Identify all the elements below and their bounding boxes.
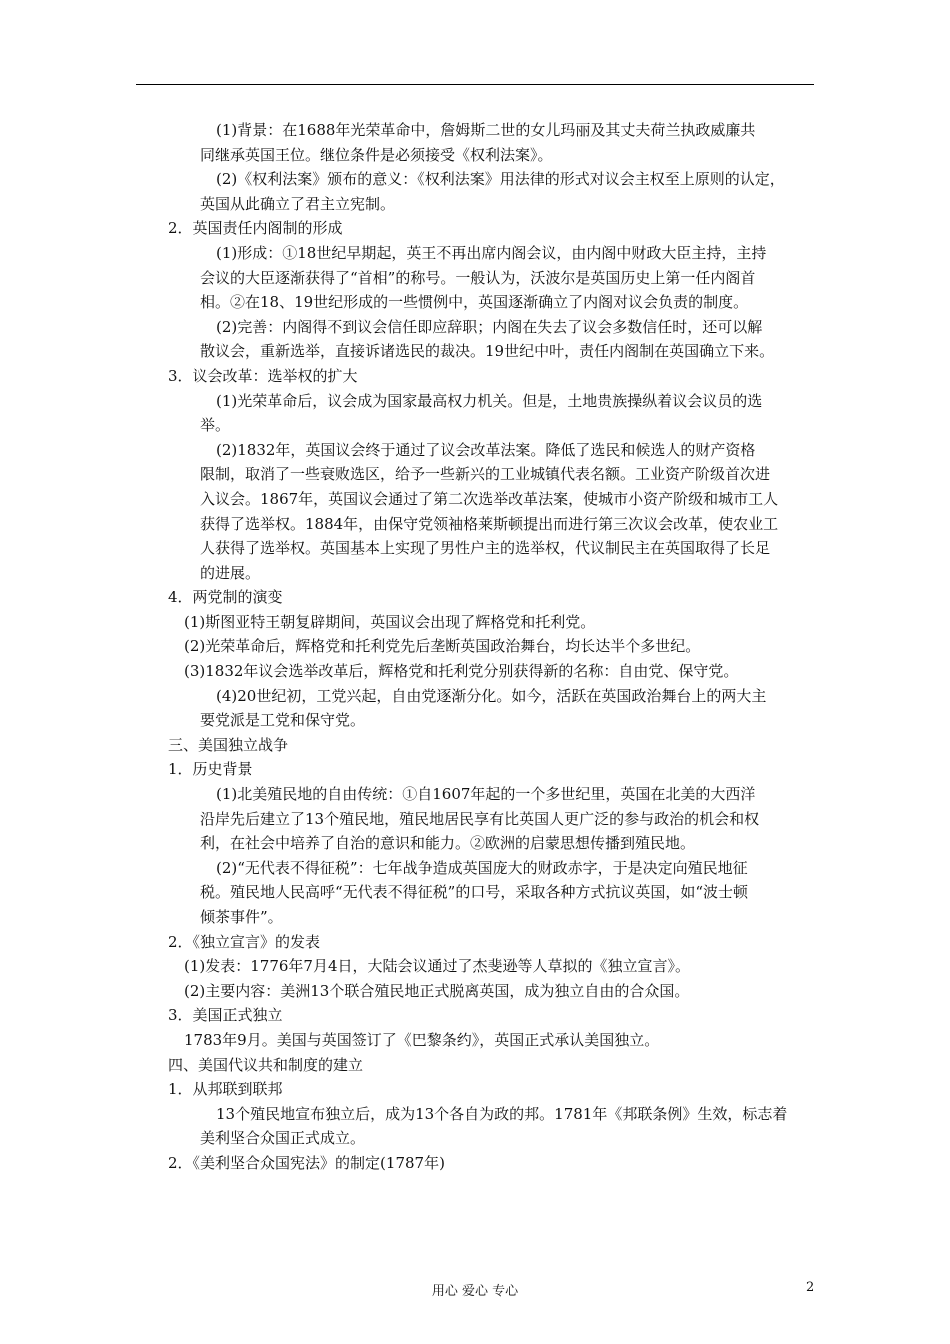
- text-line: 限制，取消了一些衰败选区，给予一些新兴的工业城镇代表名额。工业资产阶级首次进: [200, 465, 771, 484]
- text-line: 税。殖民地人民高呼“无代表不得征税”的口号，采取各种方式抗议英国，如“波士顿: [200, 883, 749, 902]
- text-line: 的进展。: [200, 563, 261, 582]
- text-line: (4)20世纪初，工党兴起，自由党逐渐分化。如今，活跃在英国政治舞台上的两大主: [216, 686, 767, 705]
- page-number: 2: [806, 1280, 815, 1295]
- text-line: 三、美国独立战争: [168, 735, 289, 754]
- text-line: (1)光荣革命后，议会成为国家最高权力机关。但是，土地贵族操纵着议会议员的选: [216, 391, 763, 410]
- text-line: 沿岸先后建立了13个殖民地，殖民地居民享有比英国人更广泛的参与政治的机会和权: [200, 809, 760, 828]
- text-line: 2．英国责任内阁制的形成: [168, 219, 343, 238]
- text-line: 1．从邦联到联邦: [168, 1080, 283, 1099]
- text-line: 相。②在18、19世纪形成的一些惯例中，英国逐渐确立了内阁对议会负责的制度。: [200, 293, 749, 312]
- text-line: 会议的大臣逐渐获得了“首相”的称号。一般认为，沃波尔是英国历史上第一任内阁首: [200, 268, 756, 287]
- text-line: 3．美国正式独立: [168, 1006, 283, 1025]
- text-line: (2)主要内容：美洲13个联合殖民地正式脱离英国，成为独立自由的合众国。: [184, 981, 690, 1000]
- text-line: 散议会，重新选举，直接诉诸选民的裁决。19世纪中叶，责任内阁制在英国确立下来。: [200, 342, 775, 361]
- text-line: 获得了选举权。1884年，由保守党领袖格莱斯顿提出而进行第三次议会改革，使农业工: [200, 514, 779, 533]
- text-line: (1)斯图亚特王朝复辟期间，英国议会出现了辉格党和托利党。: [184, 612, 596, 631]
- text-line: 2．《美利坚合众国宪法》的制定(1787年): [168, 1153, 445, 1172]
- text-line: 4．两党制的演变: [168, 588, 283, 607]
- text-line: 利，在社会中培养了自治的意识和能力。②欧洲的启蒙思想传播到殖民地。: [200, 834, 696, 853]
- document-body: [168, 118, 820, 1176]
- text-line: 四、美国代议共和制度的建立: [168, 1055, 364, 1074]
- footer-motto: 用心 爱心 专心: [431, 1284, 519, 1299]
- text-line: (3)1832年议会选举改革后，辉格党和托利党分别获得新的名称：自由党、保守党。: [184, 662, 739, 681]
- text-line: (2)《权利法案》颁布的意义：《权利法案》用法律的形式对议会主权至上原则的认定，: [216, 170, 785, 189]
- text-line: (2)1832年，英国议会终于通过了议会改革法案。降低了选民和候选人的财产资格: [216, 440, 756, 459]
- text-line: 入议会。1867年，英国议会通过了第二次选举改革法案，使城市小资产阶级和城市工人: [200, 489, 779, 508]
- text-line: 3．议会改革：选举权的扩大: [168, 366, 358, 385]
- text-line: (1)北美殖民地的自由传统：①自1607年起的一个多世纪里，英国在北美的大西洋: [216, 785, 756, 804]
- text-line: 人获得了选举权。英国基本上实现了男性户主的选举权，代议制民主在英国取得了长足: [200, 539, 771, 558]
- text-line: (2)“无代表不得征税”：七年战争造成英国庞大的财政赤字，于是决定向殖民地征: [216, 858, 748, 877]
- text-line: (2)完善：内阁得不到议会信任即应辞职；内阁在失去了议会多数信任时，还可以解: [216, 317, 763, 336]
- text-line: 要党派是工党和保守党。: [200, 711, 366, 730]
- text-line: 2．《独立宣言》的发表: [168, 932, 321, 951]
- text-line: 1783年9月。美国与英国签订了《巴黎条约》，英国正式承认美国独立。: [184, 1030, 660, 1049]
- text-line: (1)发表：1776年7月4日，大陆会议通过了杰斐逊等人草拟的《独立宣言》。: [184, 957, 691, 976]
- text-line: 同继承英国王位。继位条件是必须接受《权利法案》。: [200, 145, 553, 164]
- text-line: 倾茶事件”。: [200, 908, 283, 926]
- text-line: 1．历史背景: [168, 760, 253, 779]
- header-rule: [136, 84, 814, 85]
- text-line: (2)光荣革命后，辉格党和托利党先后垄断英国政治舞台，均长达半个多世纪。: [184, 637, 701, 656]
- text-line: (1)背景：在1688年光荣革命中，詹姆斯二世的女儿玛丽及其丈夫荷兰执政威廉共: [216, 121, 756, 139]
- text-line: 13个殖民地宣布独立后，成为13个各自为政的邦。1781年《邦联条例》生效，标志着: [216, 1104, 788, 1123]
- text-line: 举。: [200, 416, 231, 435]
- text-line: 美利坚合众国正式成立。: [200, 1129, 366, 1148]
- text-line: 英国从此确立了君主立宪制。: [200, 194, 396, 213]
- text-line: (1)形成：①18世纪早期起，英王不再出席内阁会议，由内阁中财政大臣主持，主持: [216, 243, 767, 262]
